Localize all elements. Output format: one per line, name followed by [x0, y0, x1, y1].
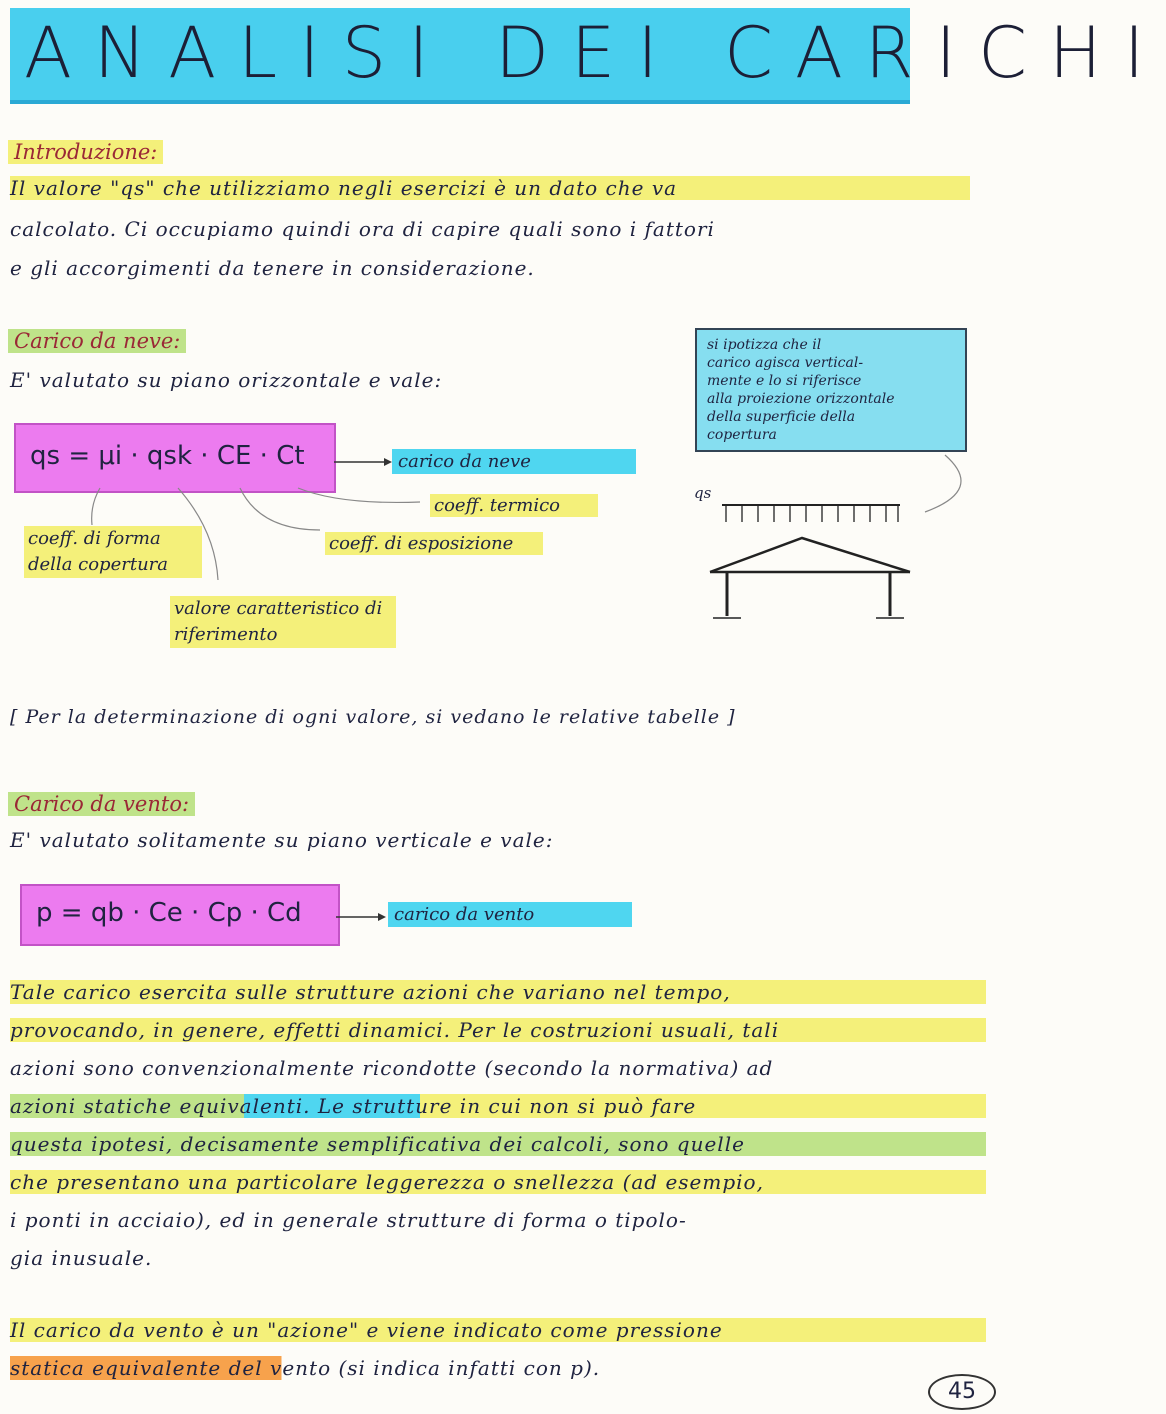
note-line-6: copertura	[707, 427, 777, 443]
wind-description: E' valutato solitamente su piano verticale e vale:	[10, 828, 554, 852]
wind-formula: p = qb · Ce · Cp · Cd	[36, 898, 302, 928]
diagram-load-label: qs	[694, 484, 712, 502]
wind-closing-line-2: statica equivalente del vento (si indica infatti con p).	[10, 1356, 601, 1380]
note-line-5: della superficie della	[707, 409, 856, 425]
arrow-ce	[240, 488, 320, 530]
arrow-ct	[298, 488, 420, 502]
snow-formula: qs = μi · qsk · CE · Ct	[30, 441, 305, 471]
wind-heading: Carico da vento:	[8, 792, 195, 816]
intro-line-3: e gli accorgimenti da tenere in considerazione.	[10, 256, 535, 280]
snow-heading: Carico da neve:	[8, 329, 186, 353]
wind-closing-line-1: Il carico da vento è un "azione" e viene indicato come pressione	[10, 1318, 986, 1342]
wind-para-line-7: i ponti in acciaio), ed in generale strutture di forma o tipolo-	[10, 1208, 687, 1232]
roof	[710, 538, 910, 572]
snow-note-box	[695, 328, 967, 452]
wind-para-line-1: Tale carico esercita sulle strutture azioni che variano nel tempo,	[10, 980, 986, 1004]
label-ce: coeff. di esposizione	[325, 532, 543, 555]
label-qsk: valore caratteristico di riferimento	[170, 596, 396, 648]
load-arrows	[726, 505, 898, 522]
note-line-1: si ipotizza che il	[707, 337, 822, 353]
note-line-2: carico agisca vertical-	[707, 355, 864, 371]
tables-remark: [ Per la determinazione di ogni valore, si vedano le relative tabelle ]	[10, 706, 736, 728]
intro-line-2: calcolato. Ci occupiamo quindi ora di capire quali sono i fattori	[10, 217, 715, 241]
arrow-note	[925, 455, 961, 512]
snow-description: E' valutato su piano orizzontale e vale:	[10, 368, 443, 392]
page-title: ANALISI DEI CARICHI	[24, 12, 1166, 94]
intro-heading: Introduzione:	[8, 140, 163, 164]
intro-line-1: Il valore "qs" che utilizziamo negli esercizi è un dato che va	[10, 176, 970, 200]
label-ct: coeff. termico	[430, 494, 598, 517]
wind-formula-box	[20, 884, 340, 946]
wind-para-line-8: gia inusuale.	[10, 1246, 153, 1270]
label-mu: coeff. di forma della copertura	[24, 526, 202, 578]
arrow-head-snow	[384, 458, 392, 466]
page-number: 45	[928, 1374, 996, 1410]
arrow-mu	[92, 488, 100, 525]
wind-para-line-4: azioni statiche equivalenti. Le strutture in cui non si può fare	[10, 1094, 986, 1118]
wind-result-label: carico da vento	[388, 902, 632, 927]
wind-para-line-3: azioni sono convenzionalmente ricondotte (secondo la normativa) ad	[10, 1056, 774, 1080]
wind-arrow	[330, 905, 390, 925]
snow-result-label: carico da neve	[392, 449, 636, 474]
wind-para-line-5: questa ipotesi, decisamente semplificativa dei calcoli, sono quelle	[10, 1132, 986, 1156]
wind-para-line-6: che presentano una particolare leggerezza o snellezza (ad esempio,	[10, 1170, 986, 1194]
wind-para-line-2: provocando, in genere, effetti dinamici. Per le costruzioni usuali, tali	[10, 1018, 986, 1042]
note-line-3: mente e lo si riferisce	[707, 373, 862, 389]
note-line-4: alla proiezione orizzontale	[707, 391, 895, 407]
